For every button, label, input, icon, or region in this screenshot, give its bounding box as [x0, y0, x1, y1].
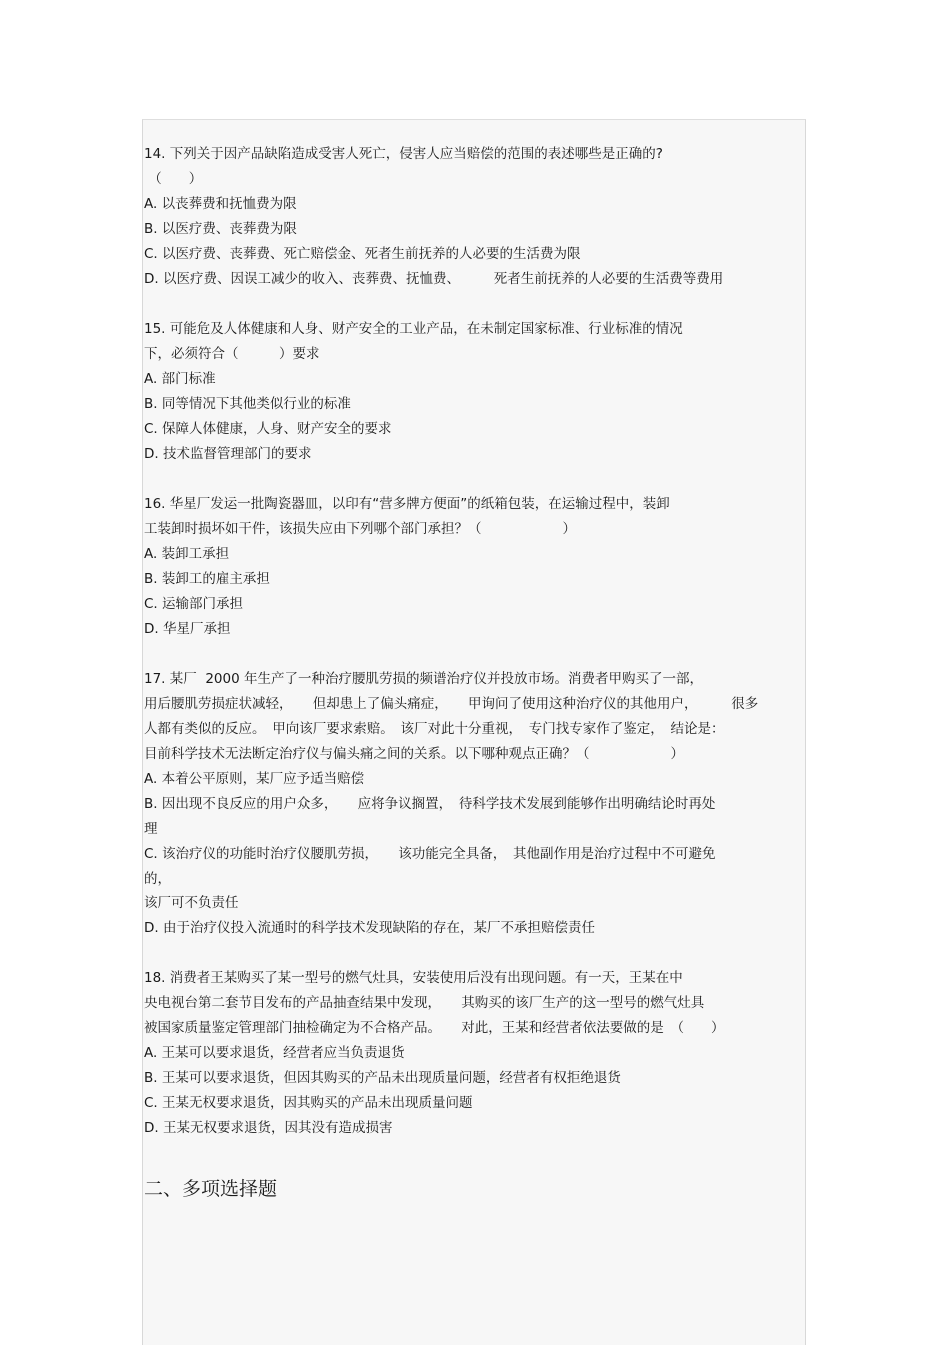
q16-option-c: C. 运输部门承担: [144, 596, 244, 612]
q16-option-b: B. 装卸工的雇主承担: [144, 571, 270, 587]
q15-option-d: D. 技术监督管理部门的要求: [144, 446, 312, 462]
q18-stem: 18. 消费者王某购买了某一型号的燃气灶具，安装使用后没有出现问题。有一天，王某在中: [144, 970, 683, 986]
q15-stem-cont: 下，必须符合（ ）要求: [144, 346, 320, 362]
q14-option-a: A. 以丧葬费和抚恤费为限: [144, 196, 297, 212]
q16-stem: 16. 华星厂发运一批陶瓷器皿，以印有“营多牌方便面”的纸箱包装，在运输过程中，装卸: [144, 496, 670, 512]
q17-option-c-cont-2: 该厂可不负责任: [144, 895, 239, 911]
q18-option-a: A. 王某可以要求退货，经营者应当负责退货: [144, 1045, 405, 1061]
q18-option-d: D. 王某无权要求退货，因其没有造成损害: [144, 1120, 393, 1136]
q18-stem-cont-2: 被国家质量鉴定管理部门抽检确定为不合格产品。 对此，王某和经营者依法要做的是 （ ）: [144, 1020, 725, 1036]
q17-stem-cont-2: 人都有类似的反应。 甲向该厂要求索赔。 该厂对此十分重视， 专门找专家作了鉴定， 结论是：: [144, 721, 725, 737]
q14-option-d: D. 以医疗费、因误工减少的收入、丧葬费、抚恤费、 死者生前抚养的人必要的生活费等费用: [144, 271, 724, 287]
q15-option-b: B. 同等情况下其他类似行业的标准: [144, 396, 351, 412]
section-heading: 二、多项选择题: [144, 1178, 278, 1200]
q17-option-c-cont-1: 的，: [144, 871, 171, 887]
q17-option-c: C. 该治疗仪的功能时治疗仪腰肌劳损， 该功能完全具备， 其他副作用是治疗过程中不可避免: [144, 846, 716, 862]
q17-option-d: D. 由于治疗仪投入流通时的科学技术发现缺陷的存在，某厂不承担赔偿责任: [144, 920, 595, 936]
q17-option-b: B. 因出现不良反应的用户众多， 应将争议搁置， 待科学技术发展到能够作出明确结论时再处: [144, 796, 716, 812]
q17-option-a: A. 本着公平原则，某厂应予适当赔偿: [144, 771, 365, 787]
q14-option-c: C. 以医疗费、丧葬费、死亡赔偿金、死者生前抚养的人必要的生活费为限: [144, 246, 581, 262]
q16-option-a: A. 装卸工承担: [144, 546, 230, 562]
q17-stem-cont-3: 目前科学技术无法断定治疗仪与偏头痛之间的关系。以下哪种观点正确？（ ）: [144, 746, 684, 762]
q18-option-b: B. 王某可以要求退货，但因其购买的产品未出现质量问题，经营者有权拒绝退货: [144, 1070, 621, 1086]
q16-stem-cont: 工装卸时损坏如干件，该损失应由下列哪个部门承担？（ ）: [144, 521, 576, 537]
q18-stem-cont-1: 央电视台第二套节目发布的产品抽查结果中发现， 其购买的该厂生产的这一型号的燃气灶具: [144, 995, 705, 1011]
q18-option-c: C. 王某无权要求退货，因其购买的产品未出现质量问题: [144, 1095, 473, 1111]
q17-option-b-cont: 理: [144, 821, 158, 837]
q14-blank: （ ）: [144, 171, 203, 187]
q15-option-c: C. 保障人体健康，人身、财产安全的要求: [144, 421, 392, 437]
q17-stem: 17. 某厂 2000 年生产了一种治疗腰肌劳损的频谱治疗仪并投放市场。消费者甲购买了一部，: [144, 671, 703, 687]
q15-stem: 15. 可能危及人体健康和人身、财产安全的工业产品，在未制定国家标准、行业标准的情况: [144, 321, 683, 337]
q15-option-a: A. 部门标准: [144, 371, 216, 387]
q14-option-b: B. 以医疗费、丧葬费为限: [144, 221, 297, 237]
q14-stem: 14. 下列关于因产品缺陷造成受害人死亡，侵害人应当赔偿的范围的表述哪些是正确的?: [144, 146, 663, 162]
q17-stem-cont-1: 用后腰肌劳损症状减轻， 但却患上了偏头痛症， 甲询问了使用这种治疗仪的其他用户， 很多: [144, 696, 759, 712]
q16-option-d: D. 华星厂承担: [144, 621, 231, 637]
